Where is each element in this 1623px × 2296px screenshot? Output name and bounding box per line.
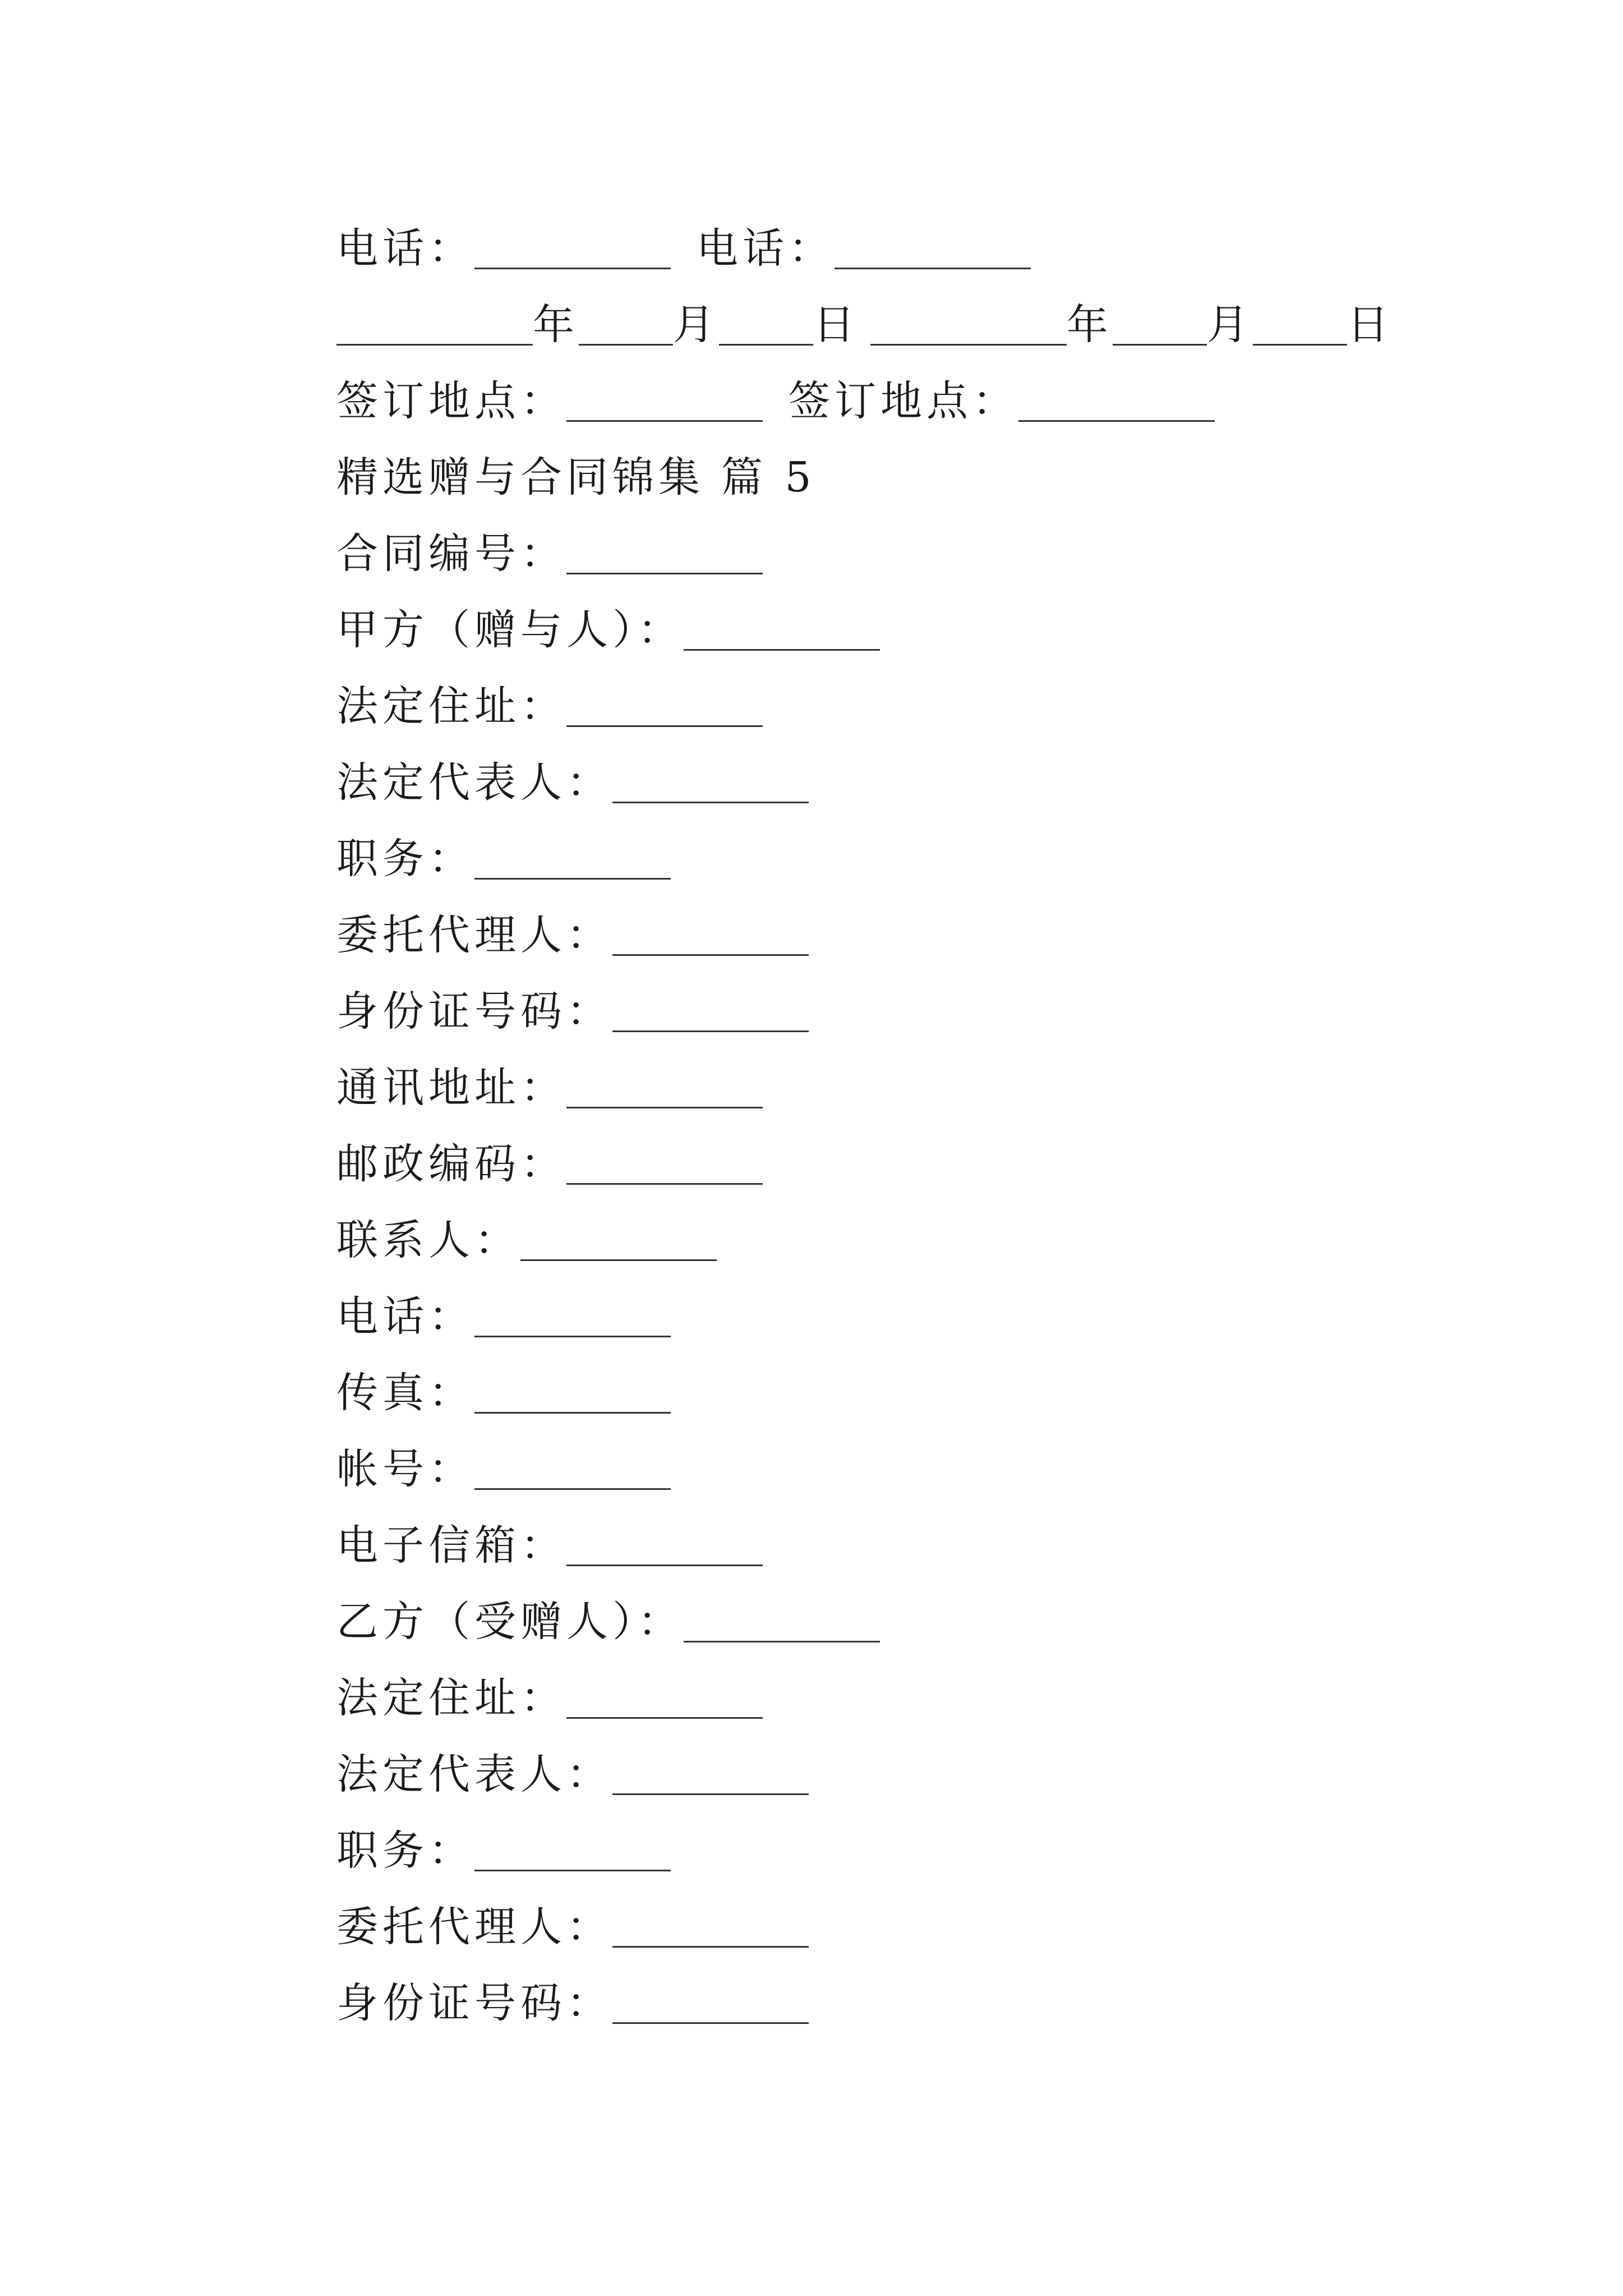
- field-row: [336, 1736, 1458, 1812]
- field-label: 电子信箱：: [336, 1521, 566, 1570]
- field-row: [336, 1278, 1458, 1355]
- document-content: [336, 210, 1458, 2041]
- sign-place-blank-b[interactable]: [1018, 381, 1215, 422]
- field-blank[interactable]: [612, 1983, 809, 2024]
- field-row: [336, 668, 1458, 744]
- field-label: 职务：: [336, 835, 474, 883]
- year-blank-b[interactable]: [870, 305, 1067, 346]
- field-row: [336, 973, 1458, 1050]
- field-label: 法定住址：: [336, 1674, 566, 1722]
- field-label: 委托代理人：: [336, 1903, 612, 1951]
- day-blank-a[interactable]: [719, 305, 813, 346]
- field-label: 法定代表人：: [336, 1750, 612, 1798]
- field-label: 帐号：: [336, 1445, 474, 1493]
- year-label-a: 年: [533, 301, 579, 349]
- sign-place-label-b: 签订地点：: [789, 377, 1018, 425]
- field-row: [336, 1812, 1458, 1889]
- field-blank[interactable]: [566, 1068, 763, 1108]
- field-label: 职务：: [336, 1826, 474, 1875]
- field-blank[interactable]: [684, 1602, 880, 1642]
- field-label: 传真：: [336, 1369, 474, 1417]
- sign-place-blank-a[interactable]: [566, 381, 763, 422]
- field-blank[interactable]: [566, 686, 763, 727]
- field-label: 法定住址：: [336, 682, 566, 730]
- field-blank[interactable]: [474, 839, 671, 880]
- date-row: [336, 287, 1458, 363]
- year-label-b: 年: [1067, 301, 1113, 349]
- field-blank[interactable]: [684, 610, 880, 651]
- sign-place-label-a: 签订地点：: [336, 377, 566, 425]
- field-blank[interactable]: [520, 1220, 717, 1261]
- field-row: [336, 1355, 1458, 1431]
- field-blank[interactable]: [566, 1144, 763, 1185]
- field-blank[interactable]: [566, 1525, 763, 1566]
- month-blank-b[interactable]: [1113, 305, 1207, 346]
- sign-place-row: [336, 363, 1458, 439]
- field-row: [336, 1660, 1458, 1736]
- field-blank[interactable]: [612, 762, 809, 803]
- field-blank[interactable]: [566, 1678, 763, 1719]
- field-row: [336, 821, 1458, 897]
- day-label-a: 日: [813, 301, 859, 349]
- field-row: [336, 1584, 1458, 1660]
- field-label: 委托代理人：: [336, 911, 612, 959]
- field-blank[interactable]: [612, 1754, 809, 1795]
- day-blank-b[interactable]: [1253, 305, 1347, 346]
- field-blank[interactable]: [566, 533, 763, 574]
- field-row: [336, 1126, 1458, 1202]
- field-row: [336, 1889, 1458, 1965]
- field-label: 合同编号：: [336, 530, 566, 578]
- month-blank-a[interactable]: [579, 305, 673, 346]
- field-row: [336, 592, 1458, 668]
- field-row: [336, 1965, 1458, 2041]
- field-row: [336, 897, 1458, 973]
- field-row: [336, 1050, 1458, 1126]
- field-blank[interactable]: [474, 1373, 671, 1414]
- field-label: 联系人：: [336, 1216, 520, 1264]
- field-label: 乙方（受赠人）：: [336, 1598, 684, 1646]
- field-label: 身份证号码：: [336, 1979, 612, 2027]
- day-label-b: 日: [1347, 301, 1393, 349]
- phone-blank-b[interactable]: [834, 228, 1031, 269]
- field-label: 甲方（赠与人）：: [336, 606, 684, 654]
- field-blank[interactable]: [612, 991, 809, 1032]
- phone-label-b: 电话：: [697, 224, 834, 273]
- field-blank[interactable]: [612, 1907, 809, 1948]
- field-row: [336, 1507, 1458, 1584]
- field-label: 通讯地址：: [336, 1064, 566, 1112]
- heading-title: 精选赠与合同锦集: [336, 453, 704, 501]
- heading-section: 篇 5: [721, 453, 816, 501]
- section-heading: [336, 439, 1458, 516]
- phone-label-a: 电话：: [336, 224, 474, 273]
- field-blank[interactable]: [474, 1830, 671, 1871]
- field-blank[interactable]: [612, 915, 809, 956]
- month-label-a: 月: [673, 301, 719, 349]
- field-row: [336, 1202, 1458, 1278]
- field-blank[interactable]: [474, 1296, 671, 1337]
- field-row: [336, 1431, 1458, 1507]
- field-label: 身份证号码：: [336, 987, 612, 1036]
- year-blank-a[interactable]: [336, 305, 533, 346]
- field-label: 邮政编码：: [336, 1140, 566, 1188]
- field-row: [336, 744, 1458, 821]
- field-blank[interactable]: [474, 1449, 671, 1490]
- phone-blank-a[interactable]: [474, 228, 671, 269]
- field-label: 法定代表人：: [336, 758, 612, 807]
- field-label: 电话：: [336, 1292, 474, 1341]
- phone-row: [336, 210, 1458, 287]
- field-row: [336, 516, 1458, 592]
- month-label-b: 月: [1207, 301, 1253, 349]
